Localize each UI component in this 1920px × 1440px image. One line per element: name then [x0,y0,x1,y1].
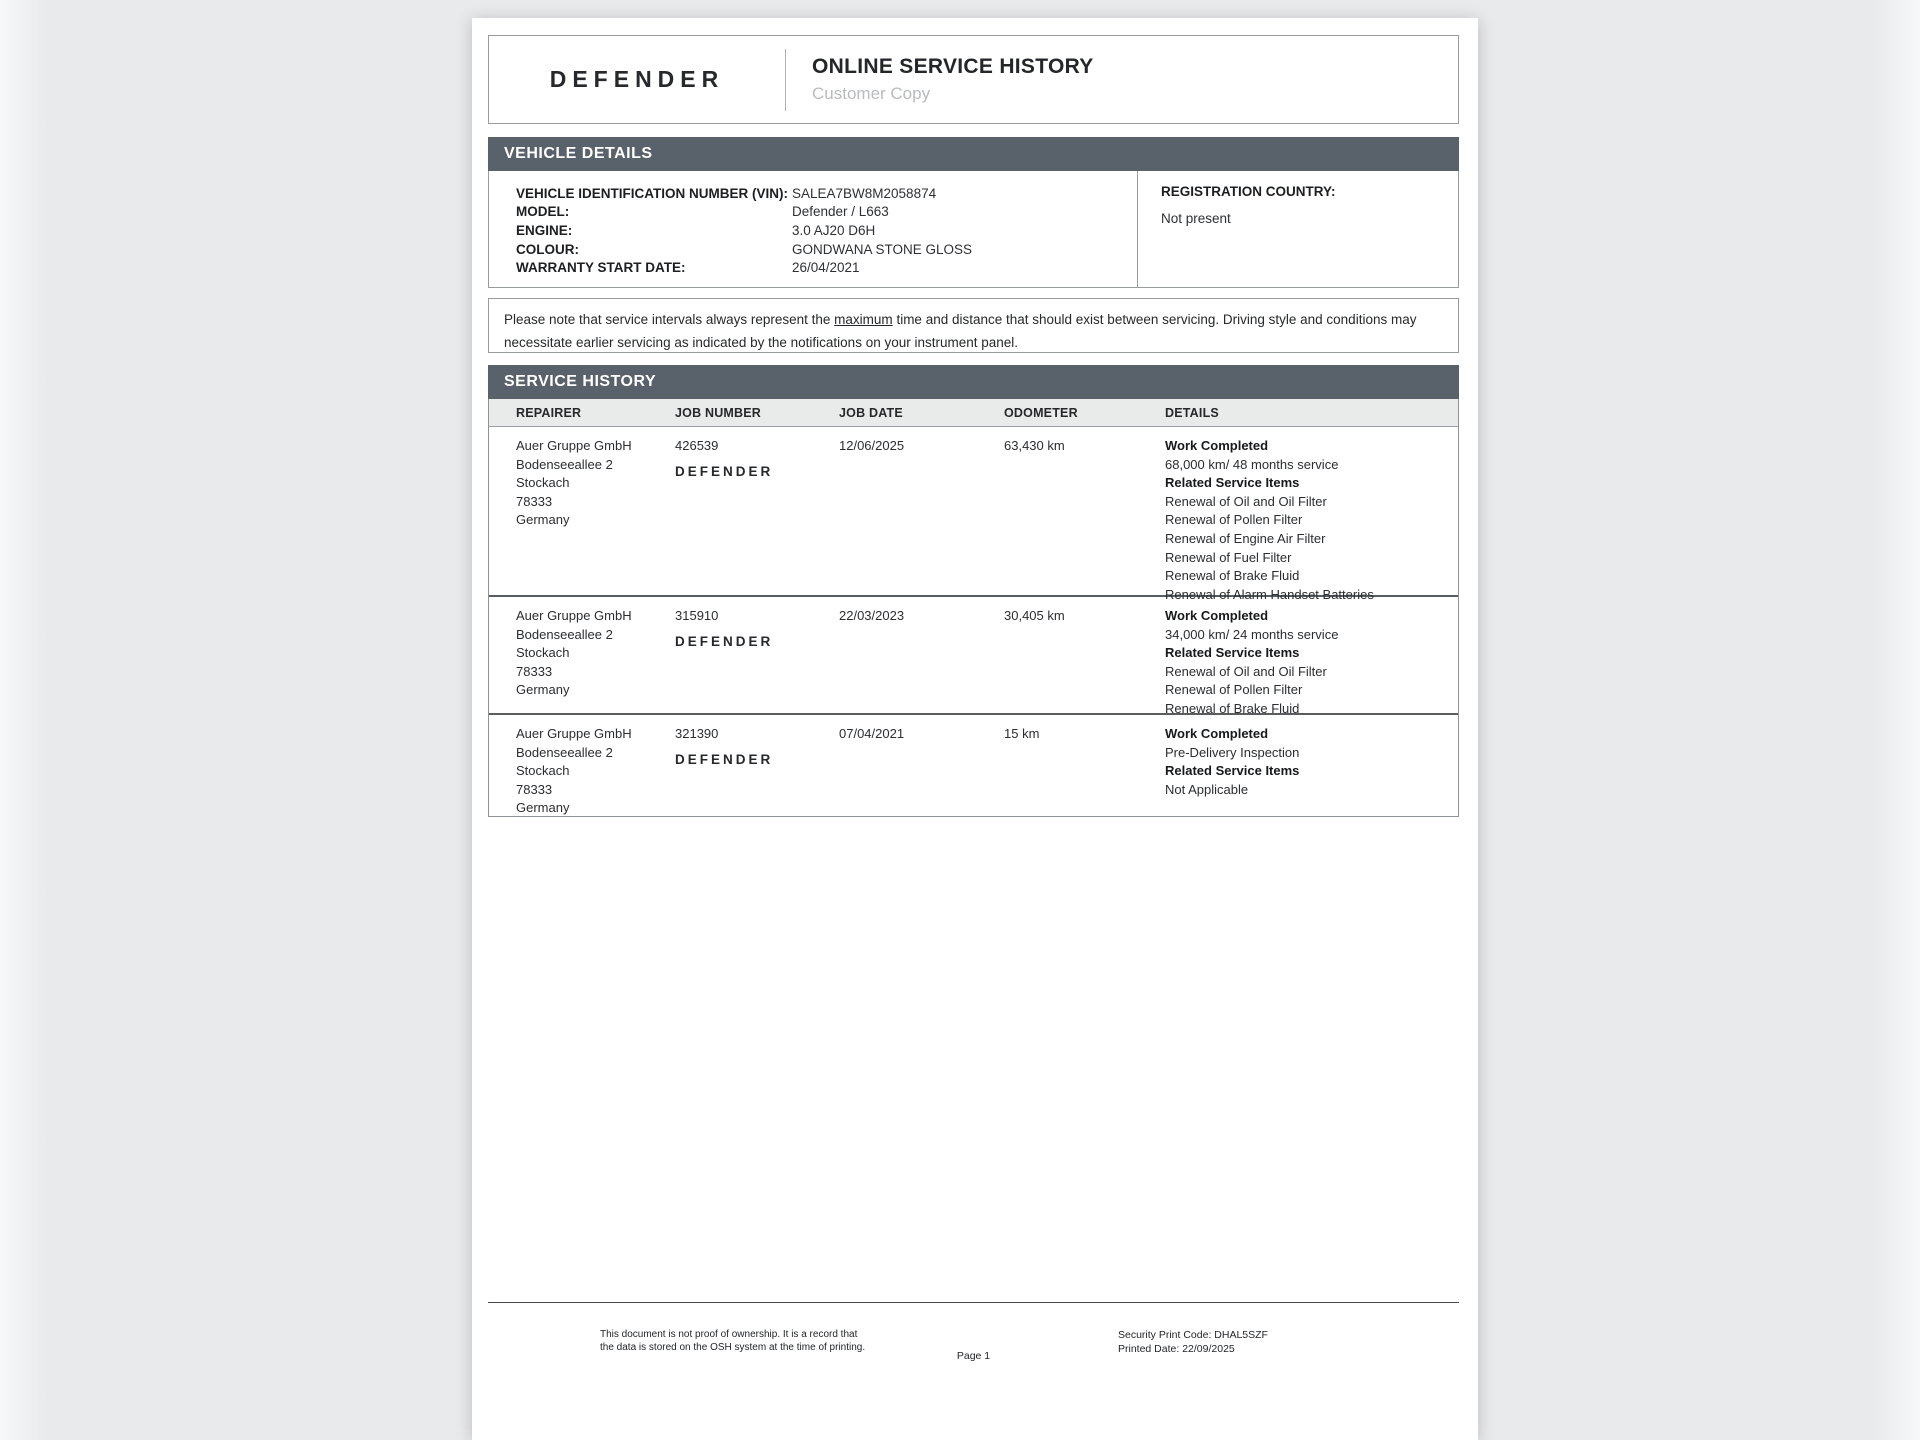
document-header [488,35,1459,124]
defender-logo: DEFENDER [549,66,725,92]
footer-disclaimer-line2: the data is stored on the OSH system at the time of printing. [600,1342,866,1353]
table-header-row [489,399,1458,427]
repairer-line: 78333 [516,493,553,509]
repairer-line: Bodenseeallee 2 [516,744,613,760]
service-history-table [488,399,1459,817]
details-line: Renewal of Oil and Oil Filter [1165,493,1327,509]
details-line: 34,000 km/ 24 months service [1165,626,1339,642]
registration-country-block [1138,171,1458,287]
odometer-cell: 15 km [1004,726,1040,741]
note-text-before: Please note that service intervals always represent the [504,312,835,327]
details-line: Related Service Items [1165,763,1300,779]
vehicle-field-row [516,240,1137,259]
service-rows [489,427,1458,816]
vehicle-field-row [516,203,1137,222]
service-history-section-title: SERVICE HISTORY [504,373,657,390]
document-title: ONLINE SERVICE HISTORY [812,55,1094,78]
vehicle-field-value: GONDWANA STONE GLOSS [792,241,973,257]
details-cell [1165,607,1458,719]
table-row [489,713,1458,816]
details-line: Work Completed [1165,608,1269,623]
repairer-cell [516,607,675,719]
vehicle-field-label: VEHICLE IDENTIFICATION NUMBER (VIN): [516,185,788,201]
repairer-line: Stockach [516,645,570,661]
odometer-cell: 30,405 km [1004,608,1065,623]
repairer-line: Germany [516,512,570,528]
job-number-cell [675,437,839,604]
details-line: 68,000 km/ 48 months service [1165,456,1339,472]
page-number: Page 1 [956,1350,991,1362]
vehicle-details-section-title: VEHICLE DETAILS [504,145,653,162]
registration-country-value: Not present [1161,211,1231,226]
vehicle-details-section-bar [488,137,1459,171]
vehicle-fields [489,171,1137,287]
document-page [472,18,1478,1440]
job-number-cell [675,725,839,818]
job-date-cell: 12/06/2025 [839,438,905,453]
table-row [489,427,1458,602]
table-row [489,595,1458,716]
details-line: Related Service Items [1165,645,1300,661]
note-text-underlined: maximum [834,312,893,327]
repairer-line: Bodenseeallee 2 [516,626,613,642]
footer-disclaimer-line1: This document is not proof of ownership. It is a record that [600,1329,858,1340]
defender-row-logo: DEFENDER [675,751,774,767]
registration-country-label: REGISTRATION COUNTRY: [1161,184,1336,199]
details-line: Not Applicable [1165,781,1249,797]
security-print-code: Security Print Code: DHAL5SZF [1118,1329,1268,1341]
document-subtitle: Customer Copy [812,84,931,103]
details-line: Work Completed [1165,726,1269,741]
repairer-line: Auer Gruppe GmbH [516,608,632,623]
details-line: Renewal of Pollen Filter [1165,512,1303,528]
job-number: 315910 [675,608,719,623]
details-line: Renewal of Brake Fluid [1165,568,1300,584]
note-text-after: time and distance that should exist between servicing. Driving style and conditions may necessitate earlier servicing as indicated by the notifications on your instrument panel. [504,312,1417,350]
vehicle-field-value: SALEA7BW8M2058874 [792,185,937,201]
vehicle-field-value: Defender / L663 [792,204,889,220]
repairer-line: Bodenseeallee 2 [516,456,613,472]
service-interval-note [488,298,1459,353]
repairer-line: Stockach [516,475,570,491]
details-line: Related Service Items [1165,475,1300,491]
repairer-line: Auer Gruppe GmbH [516,726,632,741]
details-line: Renewal of Engine Air Filter [1165,530,1326,546]
repairer-line: 78333 [516,663,553,679]
table-column-header: ODOMETER [1004,405,1078,420]
table-column-header: DETAILS [1165,405,1219,420]
details-line: Renewal of Oil and Oil Filter [1165,663,1327,679]
details-line: Pre-Delivery Inspection [1165,744,1300,760]
table-column-header: REPAIRER [516,405,582,420]
repairer-cell [516,437,675,604]
details-line: Renewal of Brake Fluid [1165,700,1300,716]
job-date-cell: 22/03/2023 [839,608,905,623]
defender-row-logo: DEFENDER [675,463,774,479]
vehicle-field-row [516,221,1137,240]
table-column-header: JOB NUMBER [675,405,762,420]
repairer-cell [516,725,675,818]
table-column-header: JOB DATE [839,405,903,420]
details-cell [1165,437,1458,604]
repairer-line: Germany [516,800,570,816]
job-number: 426539 [675,438,719,453]
repairer-line: 78333 [516,781,553,797]
details-line: Renewal of Alarm Handset Batteries [1165,586,1374,602]
header-titles [786,55,1094,104]
vehicle-field-label: WARRANTY START DATE: [516,260,686,276]
details-line: Renewal of Fuel Filter [1165,549,1292,565]
details-cell [1165,725,1458,818]
repairer-line: Stockach [516,763,570,779]
job-number-cell [675,607,839,719]
vehicle-field-row [516,184,1137,203]
vehicle-field-label: MODEL: [516,204,570,220]
page-content [488,35,1459,1382]
vehicle-field-value: 3.0 AJ20 D6H [792,222,876,238]
printed-date: Printed Date: 22/09/2025 [1118,1343,1235,1355]
vehicle-field-label: ENGINE: [516,222,573,238]
vehicle-field-row [516,258,1137,277]
details-line: Work Completed [1165,438,1269,453]
job-number: 321390 [675,726,719,741]
repairer-line: Auer Gruppe GmbH [516,438,632,453]
odometer-cell: 63,430 km [1004,438,1065,453]
footer-print-info [1118,1328,1268,1356]
service-history-section-bar [488,365,1459,399]
repairer-line: Germany [516,682,570,698]
defender-row-logo: DEFENDER [675,633,774,649]
details-line: Renewal of Pollen Filter [1165,682,1303,698]
page-footer [488,1302,1459,1382]
vehicle-field-label: COLOUR: [516,241,579,257]
vehicle-field-value: 26/04/2021 [792,260,860,276]
vehicle-details-box [488,171,1459,288]
job-date-cell: 07/04/2021 [839,726,905,741]
